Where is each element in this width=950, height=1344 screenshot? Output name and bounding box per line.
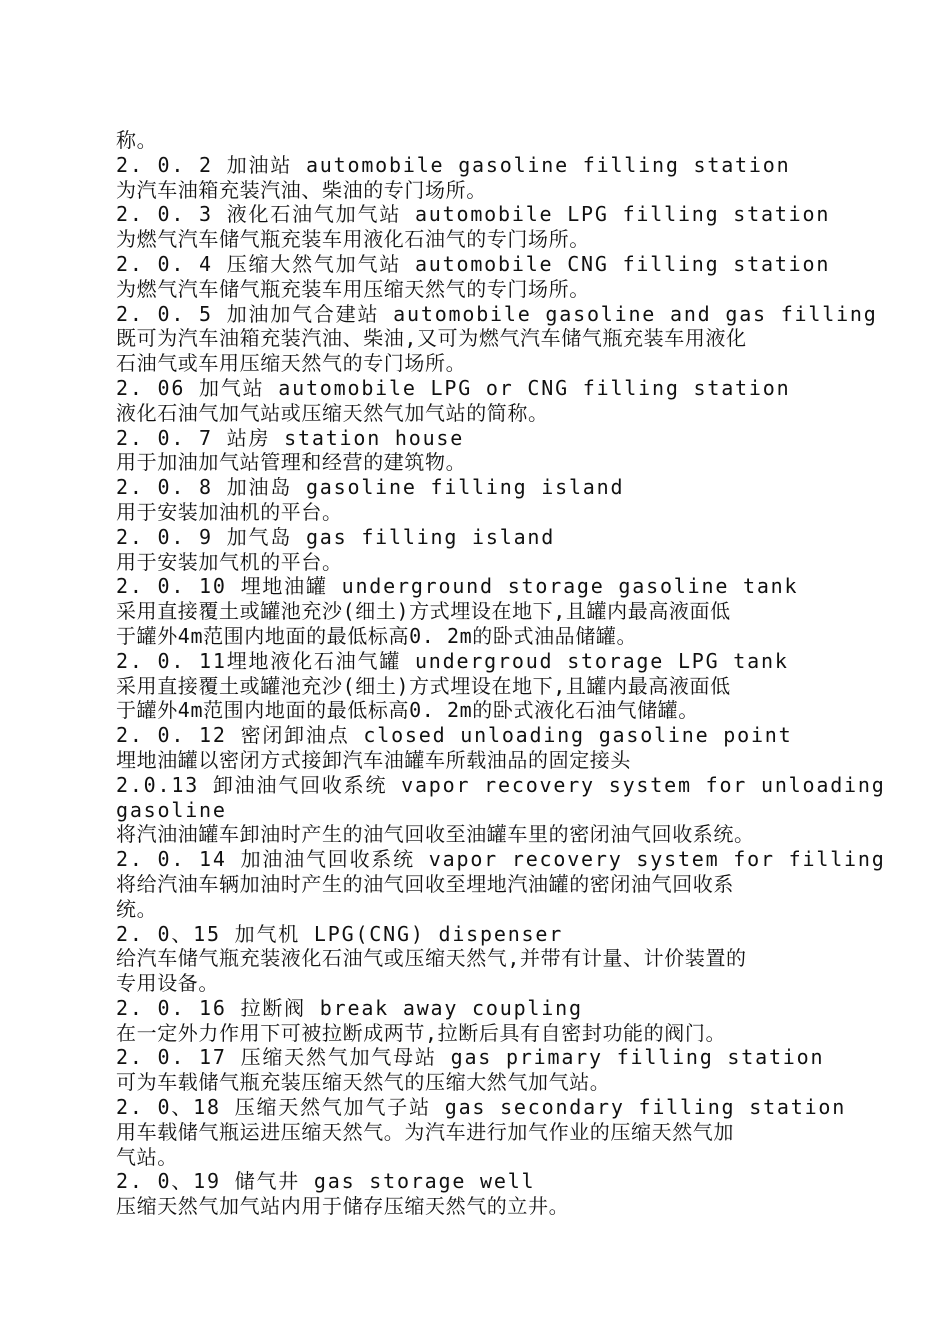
definition-line: 于罐外4m范围内地面的最低标高0. 2m的卧式液化石油气储罐。 (116, 698, 699, 723)
definition-line: 统。 (116, 896, 158, 921)
definition-line: 为燃气汽车储气瓶充装车用液化石油气的专门场所。 (116, 227, 590, 252)
term-heading-line: 2.0.13 卸油油气回收系统 vapor recovery system for unloading (116, 772, 886, 797)
definition-line: 埋地油罐以密闭方式接卸汽车油罐车所载油品的固定接头 (116, 747, 631, 772)
definition-line: 为燃气汽车储气瓶充装车用压缩天然气的专门场所。 (116, 276, 590, 301)
definition-line: 将汽油油罐车卸油时产生的油气回收至油罐车里的密闭油气回收系统。 (116, 822, 755, 847)
definition-line: 于罐外4m范围内地面的最低标高0. 2m的卧式油品储罐。 (116, 623, 638, 648)
term-heading-line: 2. 0. 10 埋地油罐 underground storage gasoline tank (116, 574, 799, 599)
term-heading-line: 2. 0. 3 液化石油气加气站 automobile LPG filling station (116, 202, 831, 227)
definition-line: 采用直接覆土或罐池充沙(细土)方式埋设在地下,且罐内最高液面低 (116, 599, 731, 624)
definition-line: 用于加油加气站管理和经营的建筑物。 (116, 450, 467, 475)
term-heading-line: 2. 0. 5 加油加气合建站 automobile gasoline and gas filling (116, 301, 878, 326)
definition-line: 为汽车油箱充装汽油、柴油的专门场所。 (116, 177, 487, 202)
term-heading-line: 2. 0. 7 站房 station house (116, 425, 465, 450)
term-heading-line: 2. 0、19 储气井 gas storage well (116, 1169, 536, 1194)
definition-line: 气站。 (116, 1144, 178, 1169)
definition-line: 用车载储气瓶运进压缩天然气。为汽车进行加气作业的压缩天然气加 (116, 1119, 734, 1144)
definition-line: 既可为汽车油箱充装汽油、柴油,又可为燃气汽车储气瓶充装车用液化 (116, 326, 747, 351)
definition-line: 用于安装加油机的平台。 (116, 499, 343, 524)
definition-line: 将给汽油车辆加油时产生的油气回收至埋地汽油罐的密闭油气回收系 (116, 871, 734, 896)
definition-line: 给汽车储气瓶充装液化石油气或压缩天然气,并带有计量、计价装置的 (116, 946, 747, 971)
definition-line: 专用设备。 (116, 971, 219, 996)
definition-line: 液化石油气加气站或压缩天然气加气站的简称。 (116, 400, 549, 425)
term-heading-line: 2. 0、15 加气机 LPG(CNG) dispenser (116, 921, 564, 946)
term-heading-line: 2. 0. 16 拉断阀 break away coupling (116, 995, 583, 1020)
term-heading-line: 2. 0. 11埋地液化石油气罐 undergroud storage LPG tank (116, 648, 789, 673)
term-heading-line: 2. 0. 2 加油站 automobile gasoline filling station (116, 152, 791, 177)
definition-line: 采用直接覆土或罐池充沙(细土)方式埋设在地下,且罐内最高液面低 (116, 673, 731, 698)
term-heading-line: 2. 0. 17 压缩天然气加气母站 gas primary filling station (116, 1045, 825, 1070)
definition-line: 在一定外力作用下可被拉断成两节,拉断后具有自密封功能的阀门。 (116, 1020, 727, 1045)
definition-line: 称。 (116, 128, 158, 152)
definition-line: 可为车载储气瓶充装压缩天然气的压缩大然气加气站。 (116, 1070, 611, 1095)
term-heading-line: gasoline (116, 797, 227, 822)
term-heading-line: 2. 0. 14 加油油气回收系统 vapor recovery system for filling (116, 847, 886, 872)
document-body (116, 128, 886, 1219)
term-heading-line: 2. 0. 12 密闭卸油点 closed unloading gasoline point (116, 723, 793, 748)
term-heading-line: 2. 0. 4 压缩大然气加气站 automobile CNG filling station (116, 251, 831, 276)
term-heading-line: 2. 06 加气站 automobile LPG or CNG filling station (116, 375, 791, 400)
term-heading-line: 2. 0、18 压缩天然气加气子站 gas secondary filling station (116, 1095, 847, 1120)
definition-line: 压缩天然气加气站内用于储存压缩天然气的立井。 (116, 1194, 570, 1219)
term-heading-line: 2. 0. 9 加气岛 gas filling island (116, 524, 556, 549)
term-heading-line: 2. 0. 8 加油岛 gasoline filling island (116, 475, 625, 500)
definition-line: 用于安装加气机的平台。 (116, 549, 343, 574)
definition-line: 石油气或车用压缩天然气的专门场所。 (116, 351, 467, 376)
